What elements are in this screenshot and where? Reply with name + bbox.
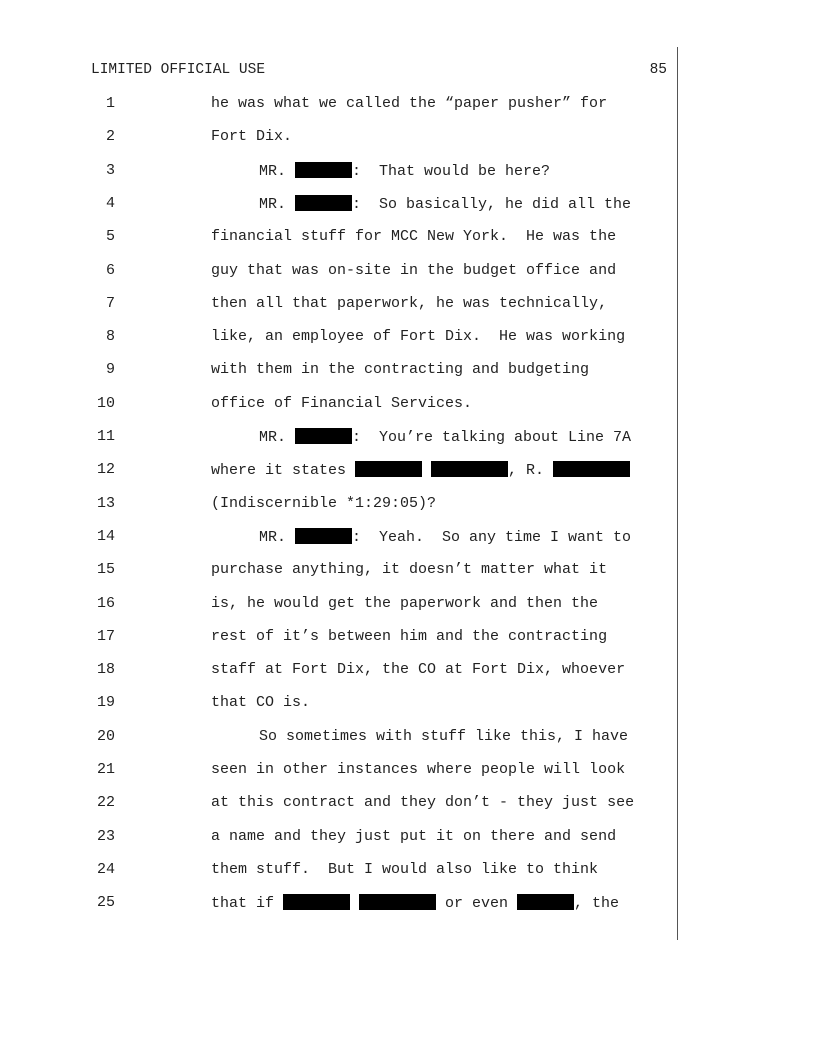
line-text-segment: : Yeah. So any time I want to (352, 528, 632, 546)
line-text (211, 395, 472, 412)
line-number: 18 (96, 661, 115, 679)
header-classification: LIMITED OFFICIAL USE (91, 62, 266, 78)
line-text-segment: rest of it’s between him and the contracting (211, 627, 608, 645)
line-text-segment: or even (436, 895, 518, 913)
line-text (211, 262, 616, 279)
transcript-line (0, 694, 816, 727)
line-text (211, 628, 607, 645)
line-text-segment: purchase anything, it doesn’t matter what it (211, 561, 608, 579)
transcript-line (0, 461, 816, 494)
redaction-box (553, 461, 630, 477)
transcript-line (0, 894, 816, 927)
redaction-box (359, 894, 436, 910)
line-text (211, 761, 625, 778)
line-text-segment: MR. (259, 195, 296, 213)
line-text-segment: that CO is. (211, 694, 311, 712)
redaction-box (295, 528, 352, 544)
line-number: 1 (105, 95, 115, 112)
line-text-segment: MR. (259, 162, 296, 180)
line-number: 13 (96, 494, 115, 512)
line-text-segment: seen in other instances where people will look (211, 761, 626, 778)
line-number: 11 (96, 428, 115, 445)
redaction-box (295, 428, 352, 444)
transcript-line (0, 761, 816, 794)
transcript-line (0, 195, 816, 228)
line-text-segment: : That would be here? (352, 162, 551, 180)
line-text (211, 95, 607, 112)
line-text (211, 461, 630, 479)
transcript-line (0, 528, 816, 561)
line-number: 17 (96, 627, 115, 645)
line-text-segment: (Indiscernible *1:29:05)? (211, 494, 437, 512)
line-number: 22 (96, 794, 115, 812)
line-text (211, 295, 607, 312)
transcript-line (0, 428, 816, 461)
transcript-line (0, 295, 816, 328)
transcript-line (0, 228, 816, 261)
line-text (259, 195, 631, 213)
line-number: 7 (105, 294, 115, 312)
line-number: 4 (105, 194, 115, 212)
line-text-segment: them stuff. But I would also like to think (211, 860, 599, 878)
line-text (211, 361, 589, 378)
line-text (259, 728, 628, 745)
line-number: 16 (96, 594, 115, 612)
line-text (211, 128, 292, 145)
line-text-segment: where it states (211, 462, 356, 480)
redaction-box (431, 461, 508, 477)
line-text (259, 528, 631, 546)
line-text-segment: , the (574, 895, 620, 913)
line-number: 10 (96, 394, 115, 412)
transcript-line (0, 162, 816, 195)
line-text-segment: is, he would get the paperwork and then the (211, 594, 599, 612)
transcript-line (0, 95, 816, 128)
line-text-segment: guy that was on-site in the budget office and (211, 261, 617, 279)
transcript-line (0, 861, 816, 894)
line-text-segment: that if (211, 895, 284, 913)
redaction-box (517, 894, 574, 910)
redaction-box (283, 894, 350, 910)
line-text-segment: financial stuff for MCC New York. He was the (211, 228, 617, 246)
transcript-line (0, 561, 816, 594)
line-text (211, 828, 616, 845)
line-text (211, 495, 436, 512)
line-text (259, 162, 550, 180)
transcript-line (0, 128, 816, 161)
transcript-line (0, 595, 816, 628)
line-text (211, 894, 619, 912)
line-text-segment: So sometimes with stuff like this, I have (259, 727, 629, 745)
line-text (211, 794, 634, 811)
line-number: 2 (105, 128, 115, 146)
line-text-segment: then all that paperwork, he was technically, (211, 294, 608, 312)
line-number: 8 (105, 328, 115, 346)
line-text-segment: Fort Dix. (211, 128, 293, 146)
line-number: 5 (105, 228, 115, 246)
line-number: 19 (96, 694, 115, 712)
line-text-segment: with them in the contracting and budgeting (211, 361, 590, 379)
line-text-segment: a name and they just put it on there and send (211, 827, 617, 845)
line-text-segment: MR. (259, 528, 296, 546)
line-number: 9 (105, 361, 115, 379)
line-text (211, 328, 625, 345)
line-text-segment: office of Financial Services. (211, 394, 473, 412)
transcript-line (0, 794, 816, 827)
line-number: 15 (96, 561, 115, 579)
line-text (211, 595, 598, 612)
line-number: 14 (96, 527, 115, 545)
line-text (259, 428, 631, 446)
transcript-line (0, 395, 816, 428)
transcript-line (0, 495, 816, 528)
line-text (211, 861, 598, 878)
transcript-line (0, 262, 816, 295)
line-text-segment: , R. (508, 462, 554, 480)
line-number: 12 (96, 461, 115, 479)
line-text-segment (350, 895, 359, 912)
line-text-segment: MR. (259, 429, 296, 446)
transcript-line (0, 361, 816, 394)
line-number: 24 (96, 860, 115, 878)
line-text-segment: : You’re talking about Line 7A (352, 429, 632, 446)
redaction-box (295, 162, 352, 178)
transcript-line (0, 661, 816, 694)
line-text (211, 661, 625, 678)
line-text-segment: at this contract and they don’t - they just see (211, 794, 635, 812)
line-text-segment: he was what we called the “paper pusher” for (211, 95, 608, 112)
line-text-segment (422, 462, 431, 479)
transcript-line (0, 728, 816, 761)
redaction-box (355, 461, 422, 477)
line-number: 21 (96, 761, 115, 778)
transcript-line (0, 328, 816, 361)
line-text-segment: like, an employee of Fort Dix. He was working (211, 328, 626, 346)
line-text (211, 694, 310, 711)
redaction-box (295, 195, 352, 211)
transcript-line (0, 628, 816, 661)
line-number: 25 (96, 894, 115, 912)
line-text (211, 561, 607, 578)
transcript-line (0, 828, 816, 861)
line-text-segment: staff at Fort Dix, the CO at Fort Dix, whoever (211, 661, 626, 679)
line-number: 3 (105, 161, 115, 179)
line-text (211, 228, 616, 245)
line-text-segment: : So basically, he did all the (352, 195, 632, 213)
line-number: 23 (96, 827, 115, 845)
line-number: 6 (105, 261, 115, 279)
line-number: 20 (96, 727, 115, 745)
page-number: 85 (649, 62, 667, 78)
